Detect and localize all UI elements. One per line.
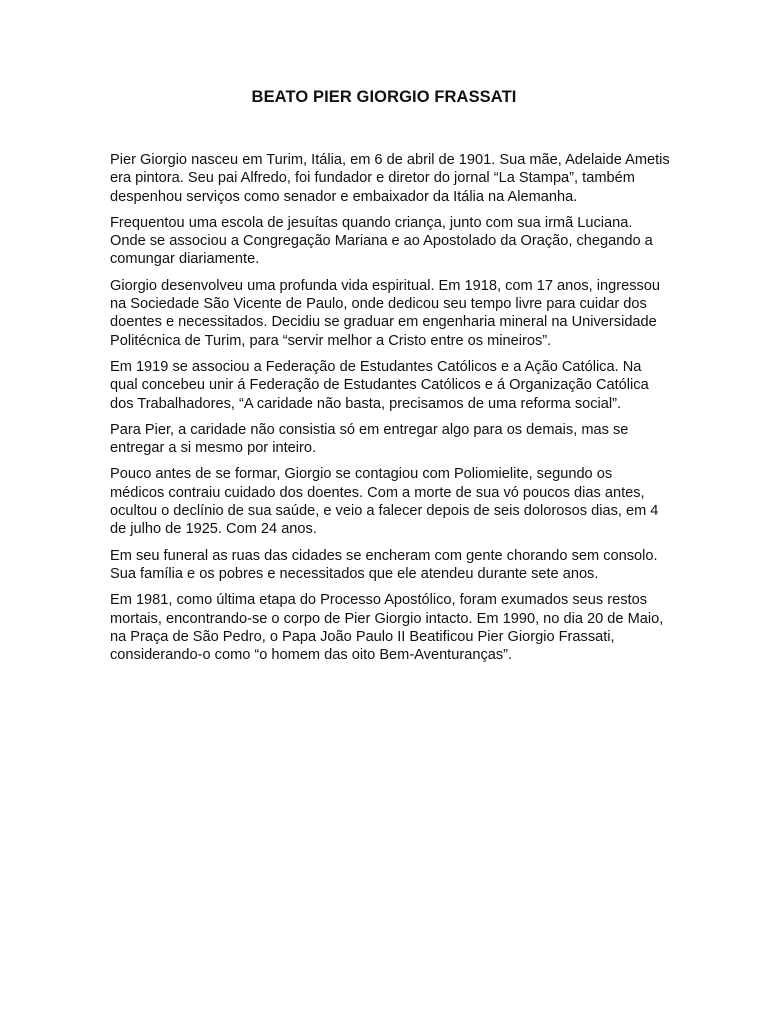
- paragraph-6: Pouco antes de se formar, Giorgio se contagiou com Poliomielite, segundo os médicos contraiu cuidado dos doentes. Com a morte de sua vó poucos dias antes, ocultou o declínio de sua saúde, e veio a falecer depois de seis dolorosos dias, em 4 de julho de 1925. Com 24 anos.: [110, 466, 659, 538]
- paragraph-3: Giorgio desenvolveu uma profunda vida espiritual. Em 1918, com 17 anos, ingressou na Sociedade São Vicente de Paulo, onde dedicou seu tempo livre para cuidar dos doentes e necessitados. Decidiu se graduar em engenharia mineral na Universidade Politécnica de Turim, para “servir melhor a Cristo entre os mineiros”.: [110, 277, 661, 349]
- paragraph-5: Para Pier, a caridade não consistia só em entregar algo para os demais, mas se entregar a si mesmo por inteiro.: [110, 421, 629, 457]
- document-body: [110, 151, 670, 672]
- paragraph-1: Pier Giorgio nasceu em Turim, Itália, em 6 de abril de 1901. Sua mãe, Adelaide Ametis era pintora. Seu pai Alfredo, foi fundador e diretor do jornal “La Stampa”, também despenhou serviços como senador e embaixador da Itália na Alemanha.: [110, 152, 670, 205]
- paragraph-2: Frequentou uma escola de jesuítas quando criança, junto com sua irmã Luciana. Onde se associou a Congregação Mariana e ao Apostolado da Oração, chegando a comungar diariamente.: [110, 214, 653, 268]
- paragraph-7: Em seu funeral as ruas das cidades se encheram com gente chorando sem consolo. Sua família e os pobres e necessitados que ele atendeu durante sete anos.: [110, 547, 658, 582]
- paragraph-4: Em 1919 se associou a Federação de Estudantes Católicos e a Ação Católica. Na qual concebeu unir á Federação de Estudantes Católicos e á Organização Católica dos Trabalhadores, “A caridade não basta, precisamos de uma reforma social”.: [110, 358, 649, 412]
- document-title: BEATO PIER GIORGIO FRASSATI: [251, 88, 517, 106]
- paragraph-8: Em 1981, como última etapa do Processo Apostólico, foram exumados seus restos mortais, encontrando-se o corpo de Pier Giorgio intacto. Em 1990, no dia 20 de Maio, na Praça de São Pedro, o Papa João Paulo II Beatificou Pier Giorgio Frassati, considerando-o como “o homem das oito Bem-Aventuranças”.: [110, 592, 664, 664]
